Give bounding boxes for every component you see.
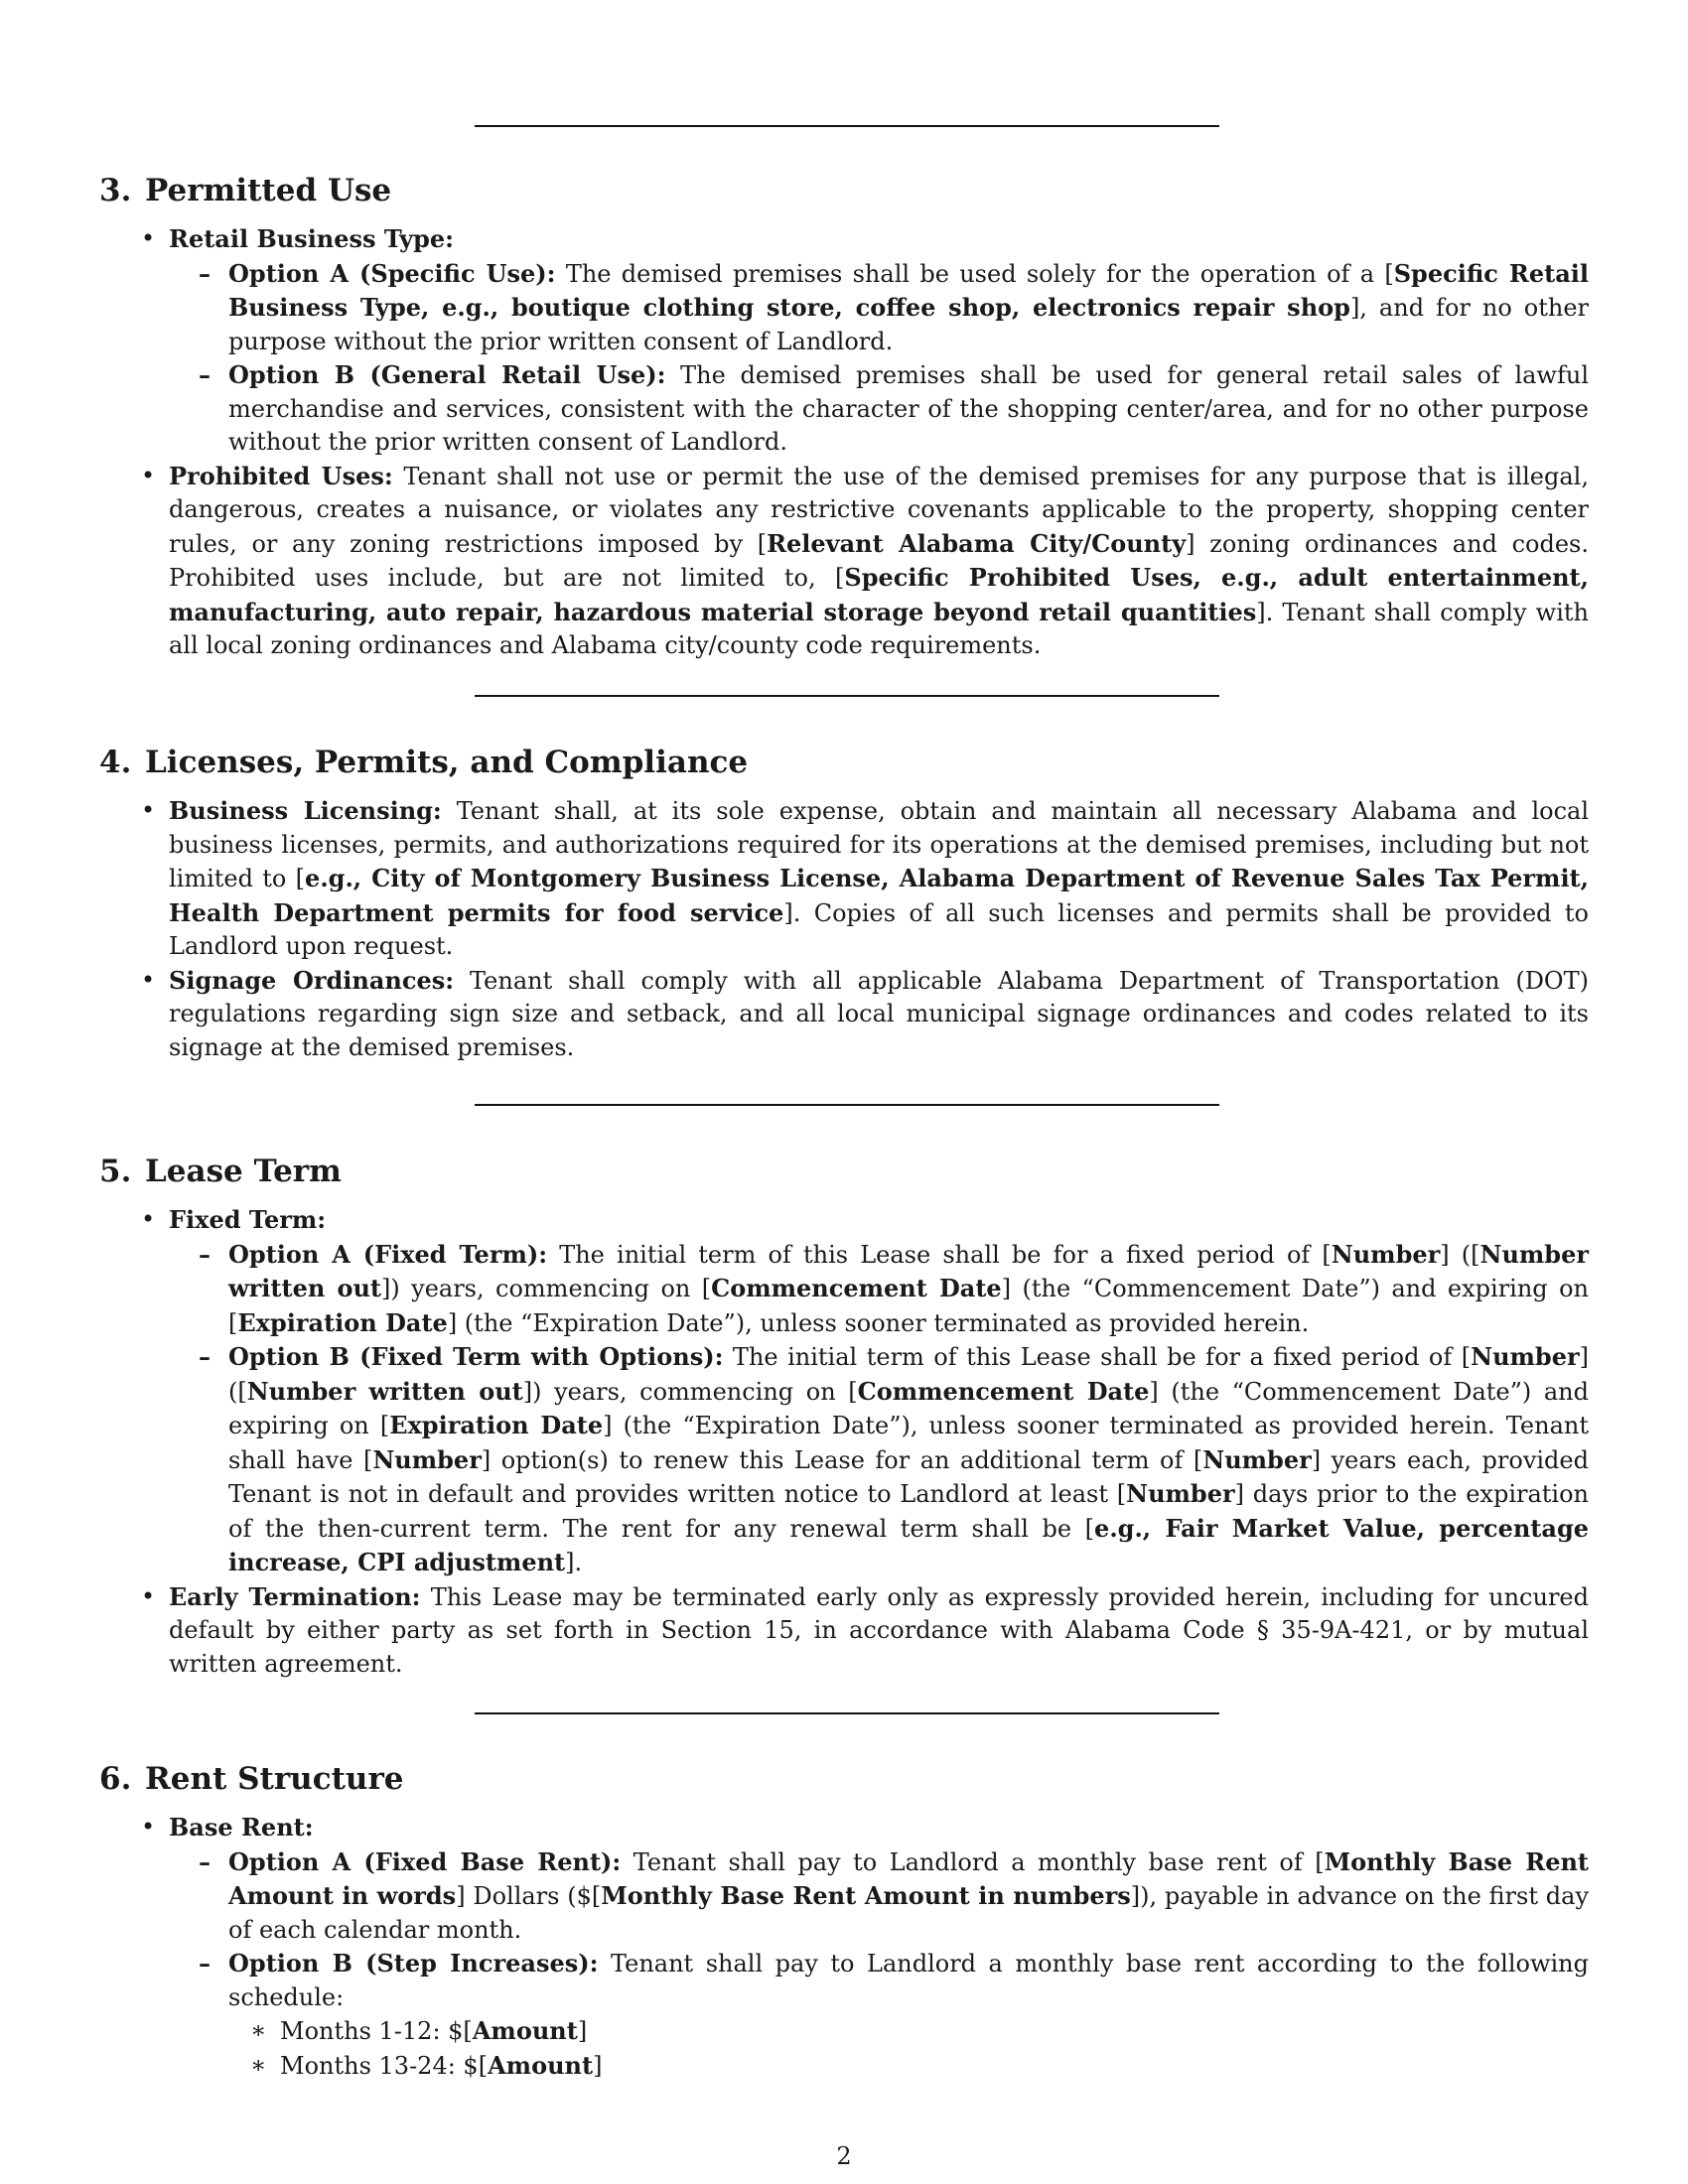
list-item: – Option A (Specific Use): The demised premises shall be used solely for the operation of a [Specific Retail Business Type, e.g., boutique clothing store, coffee shop, electronics repair shop], and for no other purpose without the prior written consent of Landlord. (228, 257, 1589, 359)
item-label: Fixed Term: (169, 1205, 327, 1234)
list-item (169, 222, 1589, 460)
section-title: Lease Term (145, 1154, 342, 1189)
list-item: • Business Licensing: Tenant shall, at its sole expense, obtain and maintain all necessary Alabama and local business licenses, permits, and authorizations required for its operations at the demised premises, including but not limited to [e.g., City of Montgomery Business License, Alabama Department of Revenue Sales Tax Permit, Health Department permits for food service]. Copies of all such licenses and permits shall be provided to Landlord upon request. (169, 794, 1589, 964)
section-divider (475, 125, 1219, 127)
section-lease-term (99, 1152, 1589, 1681)
section-title: Permitted Use (145, 173, 392, 208)
schedule-item: ∗ Months 13-24: $[Amount] (280, 2049, 1589, 2084)
sub-list (169, 1238, 1589, 1580)
item-label: Retail Business Type: (169, 224, 454, 253)
list-item: – Option B (General Retail Use): The demised premises shall be used for general retail sales of lawful merchandise and services, consistent with the character of the shopping center/area, and for no other purpose without the prior written consent of Landlord. (228, 358, 1589, 460)
list-item: – Option B (Step Increases): Tenant shall pay to Landlord a monthly base rent according to the following schedule: ∗ Months 1-12: $[Amount] ∗ Months 13-24: $[Amount] (228, 1947, 1589, 2083)
list-item: – Option B (Fixed Term with Options): The initial term of this Lease shall be for a fixed period of [Number] ([Number written out]) years, commencing on [Commencement Date] (the “Commencement Date”) and expiring on [Expiration Date] (the “Expiration Date”), unless sooner terminated as provided herein. Tenant shall have [Number] option(s) to renew this Lease for an additional term of [Number] years each, provided Tenant is not in default and provides written notice to Landlord at least [Number] days prior to the expiration of the then-current term. The rent for any renewal term shall be [e.g., Fair Market Value, percentage increase, CPI adjustment]. (228, 1340, 1589, 1580)
section-heading: 6. Rent Structure (99, 1761, 404, 1797)
sub-list (169, 257, 1589, 460)
item-label: Base Rent: (169, 1813, 314, 1842)
rent-schedule (228, 2014, 1589, 2083)
list-item: • Prohibited Uses: Tenant shall not use or permit the use of the demised premises for any purpose that is illegal, dangerous, creates a nuisance, or violates any restrictive covenants applicable to the property, shopping center rules, or any zoning restrictions imposed by [Relevant Alabama City/County] zoning ordinances and codes. Prohibited uses include, but are not limited to, [Specific Prohibited Uses, e.g., adult entertainment, manufacturing, auto repair, hazardous material storage beyond retail quantities]. Tenant shall comply with all local zoning ordinances and Alabama city/county code requirements. (169, 460, 1589, 663)
section-title: Licenses, Permits, and Compliance (145, 745, 749, 780)
list-item (169, 1203, 1589, 1580)
bullet-list (99, 222, 1589, 663)
section-heading: 3. Permitted Use (99, 173, 392, 208)
list-item: – Option A (Fixed Base Rent): Tenant shall pay to Landlord a monthly base rent of [Monthly Base Rent Amount in words] Dollars ($[Monthly Base Rent Amount in numbers]), payable in advance on the first day of each calendar month. (228, 1845, 1589, 1948)
section-heading: 4. Licenses, Permits, and Compliance (99, 745, 749, 780)
section-permitted-use (99, 171, 1589, 663)
list-item: • Early Termination: This Lease may be terminated early only as expressly provided herein, including for uncured default by either party as set forth in Section 15, in accordance with Alabama Code § 35-9A-421, or by mutual written agreement. (169, 1580, 1589, 1682)
section-divider (475, 1712, 1219, 1714)
section-divider (475, 695, 1219, 697)
page-number: 2 (836, 2142, 852, 2170)
list-item: • Signage Ordinances: Tenant shall comply with all applicable Alabama Department of Transportation (DOT) regulations regarding sign size and setback, and all local municipal signage ordinances and codes related to its signage at the demised premises. (169, 964, 1589, 1065)
list-item: – Option A (Fixed Term): The initial term of this Lease shall be for a fixed period of [Number] ([Number written out]) years, commencing on [Commencement Date] (the “Commencement Date”) and expiring on [Expiration Date] (the “Expiration Date”), unless sooner terminated as provided herein. (228, 1238, 1589, 1341)
sub-list (169, 1845, 1589, 2084)
bullet-list (99, 794, 1589, 1064)
section-divider (475, 1104, 1219, 1106)
bullet-list (99, 1811, 1589, 2083)
section-licenses (99, 743, 1589, 1064)
section-rent-structure (99, 1759, 1589, 2083)
bullet-list (99, 1203, 1589, 1681)
schedule-item: ∗ Months 1-12: $[Amount] (280, 2014, 1589, 2049)
list-item (169, 1811, 1589, 2083)
section-title: Rent Structure (145, 1761, 404, 1797)
section-heading: 5. Lease Term (99, 1154, 342, 1189)
